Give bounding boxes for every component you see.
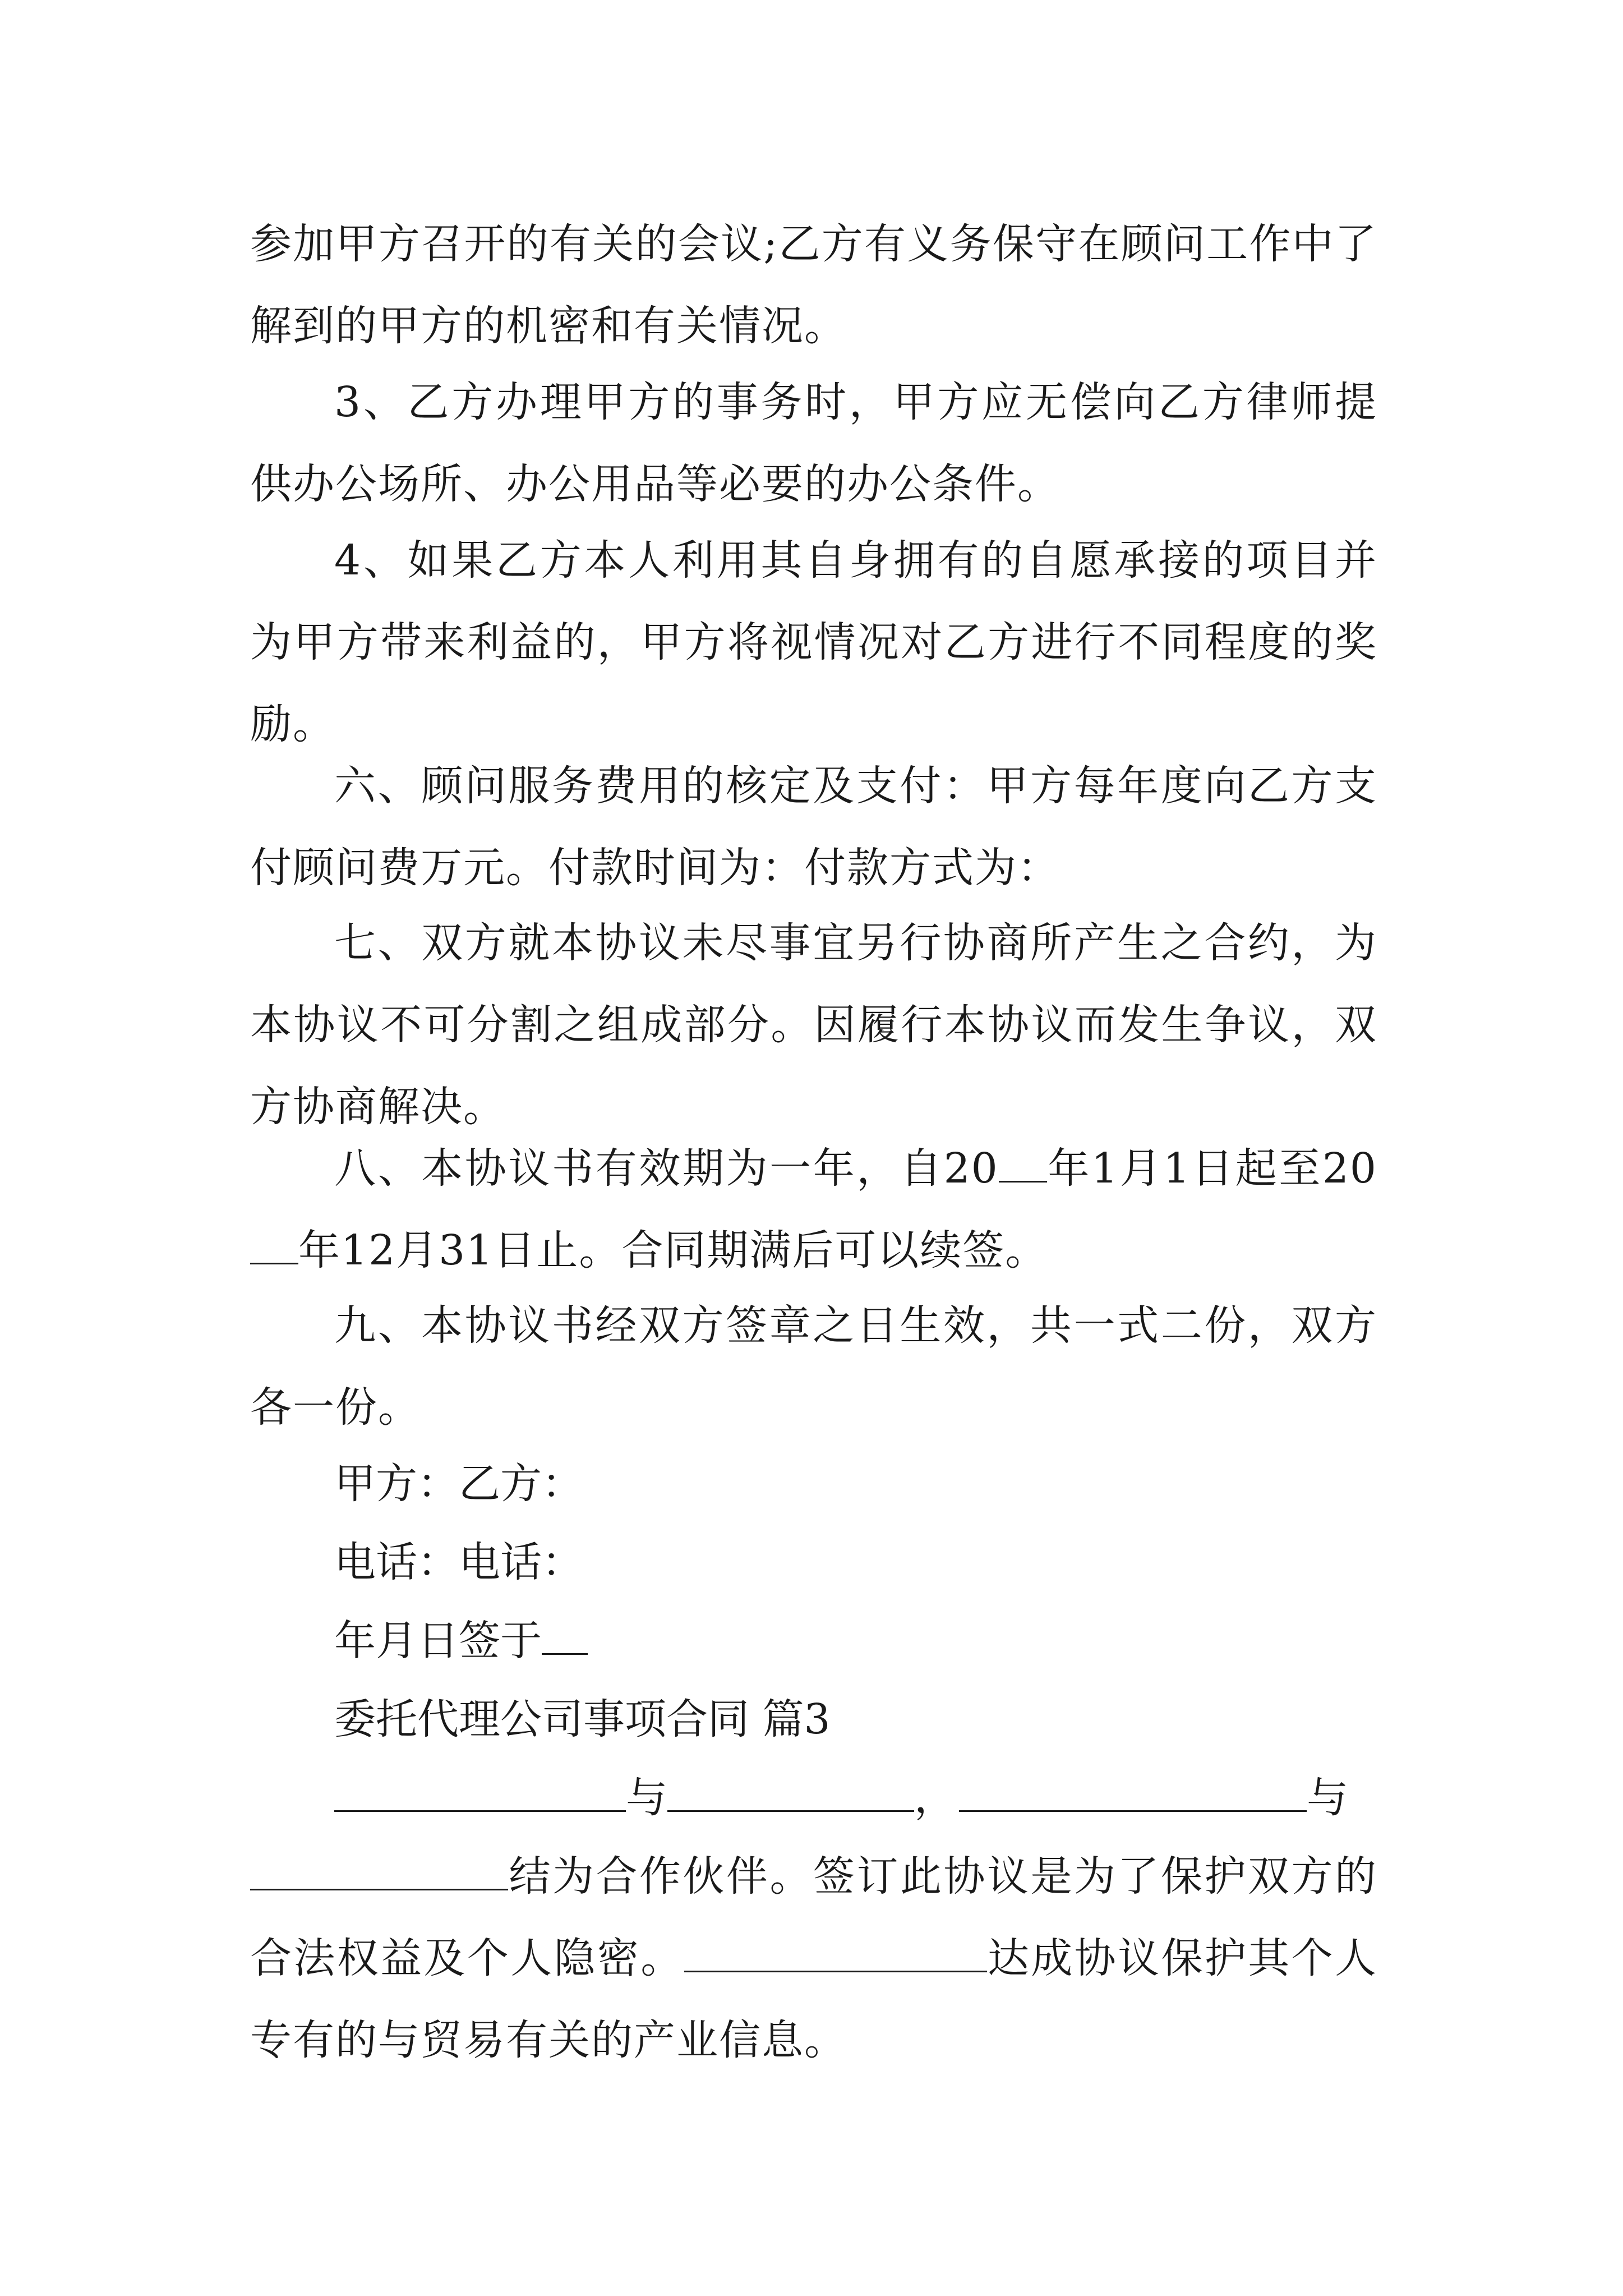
agreement-text: 达成协议保护其个人专有的与贸易有关的产业信息。: [250, 1934, 1378, 2064]
paragraph-section-6: 六、顾问服务费用的核定及支付：甲方每年度向乙方支付顾问费万元。付款时间为：付款方式为：: [250, 762, 1377, 892]
paragraph-continuation: 参加甲方召开的有关的会议;乙方有义务保守在顾问工作中了解到的甲方的机密和有关情况。: [250, 220, 1377, 350]
party-name-blank-2: [667, 1762, 914, 1812]
party-name-blank-5: [684, 1922, 987, 1972]
with-word-1: 与: [626, 1774, 667, 1822]
party-name-blank-1: [334, 1762, 626, 1812]
partner-line-1: [334, 1757, 1348, 1839]
partner-text: 结为合作伙伴。签订此协议是为了保护双方的合法权益及个人隐密。: [250, 1852, 1377, 1982]
party-name-blank-4: [250, 1841, 508, 1890]
paragraph-section-9: 九、本协议书经双方签章之日生效，共一式二份，双方各一份。: [250, 1301, 1377, 1432]
party-name-blank-3: [959, 1762, 1307, 1812]
signature-phone-line: 电话：电话：: [334, 1538, 583, 1586]
paragraph-section-8: [250, 1128, 1377, 1291]
signature-date-text: 年月日签于: [334, 1617, 542, 1665]
paragraph-section-7: 七、双方就本协议未尽事宜另行协商所产生之合约，为本协议不可分割之组成部分。因履行本协议而发生争议，双方协商解决。: [250, 919, 1377, 1131]
section-8-text-b: 年1月1日起至20: [1046, 1144, 1377, 1193]
with-word-2: 与: [1307, 1774, 1348, 1822]
signature-place-blank: [542, 1605, 588, 1655]
comma-mark: ，: [914, 1774, 956, 1822]
paragraph-item-4: 4、如果乙方本人利用其自身拥有的自愿承接的项目并为甲方带来利益的，甲方将视情况对乙方进行不同程度的奖励。: [250, 536, 1377, 748]
signature-party-line: 甲方：乙方：: [334, 1460, 583, 1508]
signature-date-line: [334, 1600, 588, 1682]
year-blank-start: [999, 1133, 1047, 1182]
year-blank-end: [250, 1214, 298, 1264]
paragraph-item-3: 3、乙方办理甲方的事务时，甲方应无偿向乙方律师提供办公场所、办公用品等必要的办公条件。: [250, 378, 1377, 508]
partner-paragraph: [250, 1835, 1377, 2081]
section-8-text-c: 年12月31日止。合同期满后可以续签。: [298, 1226, 1048, 1274]
section-8-text-a: 八、本协议书有效期为一年，自20: [334, 1144, 999, 1193]
section-heading-3: 委托代理公司事项合同 篇3: [334, 1695, 831, 1743]
